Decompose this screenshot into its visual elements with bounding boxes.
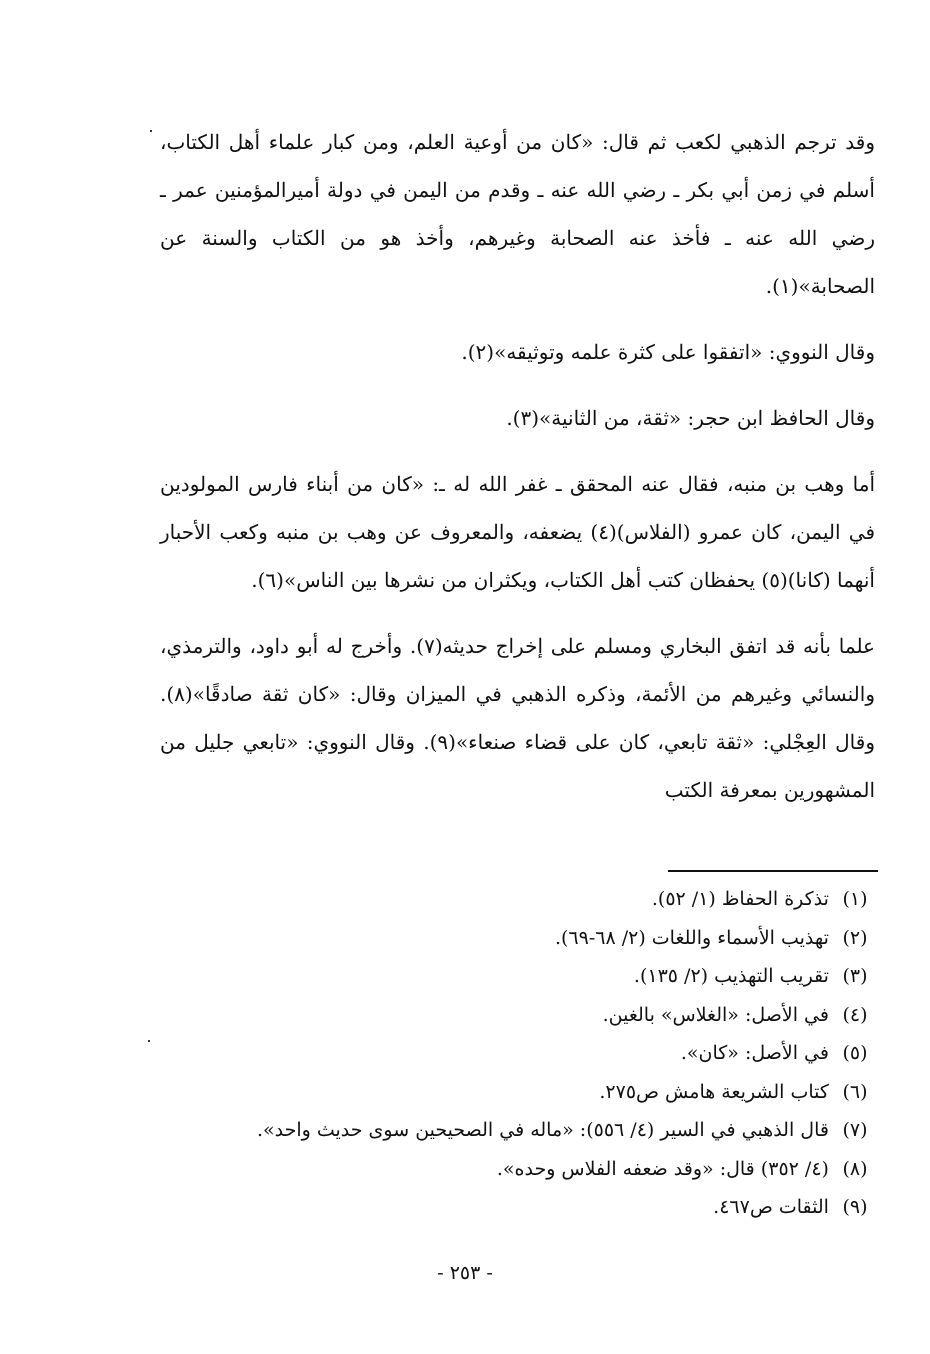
footnote-text: في الأصل: «الغلاس» بالغين. xyxy=(602,1003,829,1026)
paragraph-nawawi-quote: وقال النووي: «اتفقوا على كثرة علمه وتوثيقه»(٢). xyxy=(461,340,875,364)
footnote-item xyxy=(140,1150,875,1189)
footnote-item xyxy=(140,919,875,958)
main-text xyxy=(160,118,875,814)
paragraph-kaab-dhahabi: وقد ترجم الذهبي لكعب ثم قال: «كان من أوعية العلم، ومن كبار علماء أهل الكتاب، أسلم في زمن أبي بكر ـ رضي الله عنه ـ وقدم من اليمن في دولة أميرالمؤمنين عمر ـ رضي الله عنه ـ فأخذ عنه الصحابة وغيرهم، وأخذ هو من الكتاب والسنة عن الصحابة»(١). xyxy=(160,130,875,298)
paragraph-gap xyxy=(160,604,875,622)
footnote-number: (٥) xyxy=(842,1042,868,1064)
paragraph-gap xyxy=(160,376,875,394)
paragraph-gap xyxy=(160,310,875,328)
footnote-number: (٤) xyxy=(842,1003,868,1026)
footnote-text: قال الذهبي في السير (٤/ ٥٥٦): «ماله في الصحيحين سوى حديث واحد». xyxy=(256,1119,829,1141)
footnote-item xyxy=(140,1034,875,1073)
footnote-item xyxy=(140,1111,875,1150)
footnote-item xyxy=(140,1188,875,1227)
footnote-text: الثقات ص٤٦٧. xyxy=(713,1196,829,1218)
paragraph-gap xyxy=(160,442,875,460)
paragraph-bukhari-muslim: علما بأنه قد اتفق البخاري ومسلم على إخراج حديثه(٧). وأخرج له أبو داود، والترمذي، والنسائي وغيرهم من الأئمة، وذكره الذهبي في الميزان وقال: «كان ثقة صادقًا»(٨). وقال العِجْلي: «ثقة تابعي، كان على قضاء صنعاء»(٩). وقال النووي: «تابعي جليل من المشهورين بمعرفة الكتب xyxy=(160,634,875,802)
footnote-number: (٦) xyxy=(842,1080,868,1103)
footnote-number: (٩) xyxy=(842,1196,868,1218)
paragraph-ibn-hajar-quote: وقال الحافظ ابن حجر: «ثقة، من الثانية»(٣). xyxy=(506,406,875,430)
footnote-separator xyxy=(668,870,878,872)
page-number: - ٢٥٣ - xyxy=(437,1262,493,1284)
footnote-item xyxy=(140,1073,875,1112)
footnote-number: (٧) xyxy=(842,1119,868,1141)
paragraph-wahb-ibn-munabbih: أما وهب بن منبه، فقال عنه المحقق ـ غفر الله له ـ: «كان من أبناء فارس المولودين في اليمن، كان عمرو (الفلاس)(٤) يضعفه، والمعروف عن وهب بن منبه وكعب الأحبار أنهما (كانا)(٥) يحفظان كتب أهل الكتاب، ويكثران من نشرها بين الناس»(٦). xyxy=(160,472,876,592)
footnote-text: (٤/ ٣٥٢) قال: «وقد ضعفه الفلاس وحده». xyxy=(496,1157,829,1180)
footnote-text: تذكرة الحفاظ (١/ ٥٢). xyxy=(651,888,829,910)
footnote-item xyxy=(140,880,875,919)
footnote-number: (١) xyxy=(842,888,868,910)
scan-speck xyxy=(148,1040,150,1042)
scan-speck xyxy=(150,130,152,132)
footnotes xyxy=(140,880,875,1227)
footnote-text: في الأصل: «كان». xyxy=(680,1042,829,1064)
footnote-item xyxy=(140,957,875,996)
footnote-text: تقريب التهذيب (٢/ ١٣٥). xyxy=(633,965,829,987)
footnote-text: تهذيب الأسماء واللغات (٢/ ٦٨-٦٩). xyxy=(554,926,829,949)
footnote-item xyxy=(140,996,875,1035)
footnote-number: (٣) xyxy=(842,965,868,987)
footnote-number: (٨) xyxy=(842,1157,868,1180)
footnote-text: كتاب الشريعة هامش ص٢٧٥. xyxy=(599,1080,829,1103)
footnote-number: (٢) xyxy=(842,926,868,949)
